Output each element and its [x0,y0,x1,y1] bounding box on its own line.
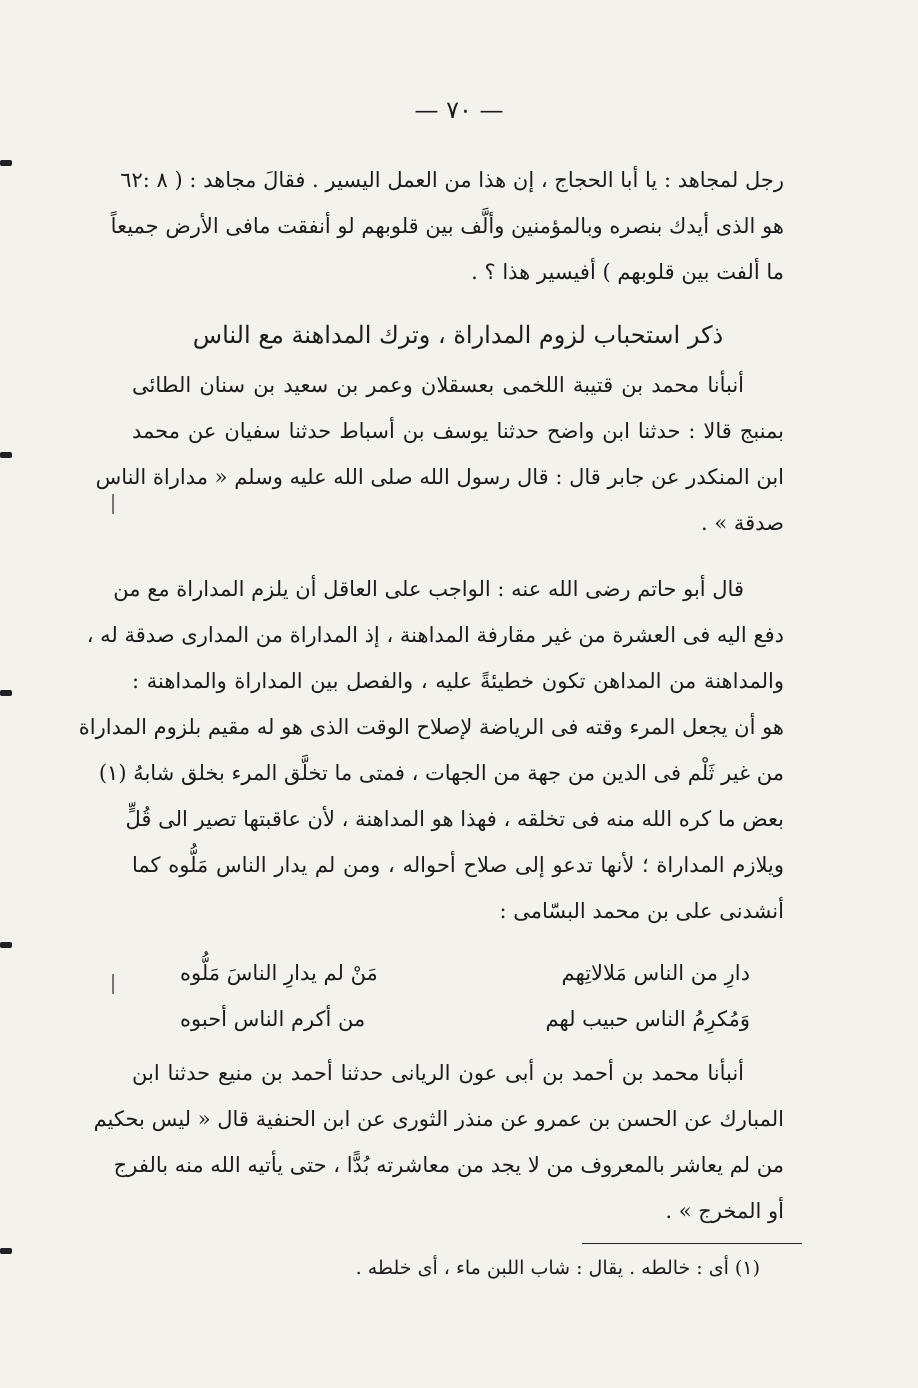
footnote-rule [582,1243,802,1244]
scan-margin-mark [0,1248,12,1254]
text-line: والمداهنة من المداهن تكون خطيئةً عليه ، والفصل بين المداراة والمداهنة : [132,669,784,693]
paragraph-1 [110,157,784,295]
text-line: من غير ثَلْم فى الدين من جهة من الجهات ، فمتى ما تخلَّق المرء بخلق شابهُ (١) [98,761,784,785]
text-line: ما ألفت بين قلوبهم ) أفيسير هذا ؟ . [471,260,784,284]
footnote: (١) أى : خالطه . يقال : شاب اللبن ماء ، أى خلطه . [355,1257,760,1279]
poem-hemistich-right: دارِ من الناس مَلالاتِهم [561,961,750,985]
text-line: دفع اليه فى العشرة من غير مقارفة المداهنة ، إذ المداراة من المدارى صدقة له ، [86,623,784,647]
paragraph-2 [95,362,784,546]
scan-margin-mark [0,942,12,948]
text-line: أنبأنا محمد بن قتيبة اللخمى بعسقلان وعمر بن سعيد بن سنان الطائى [132,373,744,397]
page-number: — ٧٠ — [414,96,504,124]
paragraph-4 [93,1050,784,1234]
text-line: أنشدنى على بن محمد البسّامى : [499,899,784,923]
text-line: هو أن يجعل المرء وقته فى الرياضة لإصلاح الوقت الذى هو له مقيم بلزوم المداراة [78,715,784,739]
text-line: ويلازم المداراة ؛ لأنها تدعو إلى صلاح أحواله ، ومن لم يدار الناس مَلُّوه كما [132,853,784,877]
poem-verse [180,950,750,996]
text-line: هو الذى أيدك بنصره وبالمؤمنين وألَّف بين قلوبهم لو أنفقت مافى الأرض جميعاً [110,214,784,238]
poem-hemistich-left: مَنْ لم يدارِ الناسَ مَلُّوه [180,961,378,985]
poem-hemistich-right: وَمُكرِمُ الناس حبيب لهم [545,1007,750,1031]
text-line: بعض ما كره الله منه فى تخلقه ، فهذا هو المداهنة ، لأن عاقبتها تصير الى قُلٍّ [125,807,784,831]
scan-margin-mark [0,160,12,166]
section-heading: ذكر استحباب لزوم المداراة ، وترك المداهنة مع الناس [192,321,724,349]
poem-verse [180,996,750,1042]
text-line: من لم يعاشر بالمعروف من لا يجد من معاشرته بُدًّا ، حتى يأتيه الله منه بالفرج [113,1153,784,1177]
text-line: المبارك عن الحسن بن عمرو عن منذر الثورى عن ابن الحنفية قال « ليس بحكيم [93,1107,784,1131]
poem [180,950,750,1042]
paragraph-3 [78,566,784,934]
text-line: أنبأنا محمد بن أحمد بن أبى عون الريانى حدثنا أحمد بن منيع حدثنا ابن [132,1061,744,1085]
scan-margin-mark [0,690,12,696]
text-line: صدقة » . [700,511,784,535]
scan-margin-mark [0,452,12,458]
text-line: بمنبج قالا : حدثنا ابن واضح حدثنا يوسف بن أسباط حدثنا سفيان عن محمد [132,419,784,443]
gutter-mark [112,494,114,514]
text-line: قال أبو حاتم رضى الله عنه : الواجب على العاقل أن يلزم المداراة مع من [113,577,744,601]
gutter-mark [112,974,114,994]
poem-hemistich-left: من أكرم الناس أحبوه [180,1007,366,1031]
text-line: أو المخرج » . [665,1199,784,1223]
text-line: ابن المنكدر عن جابر قال : قال رسول الله صلى الله عليه وسلم « مداراة الناس [95,465,784,489]
text-line: رجل لمجاهد : يا أبا الحجاج ، إن هذا من العمل اليسير . فقالَ مجاهد : ( ٨ :٦٢ [120,168,784,192]
